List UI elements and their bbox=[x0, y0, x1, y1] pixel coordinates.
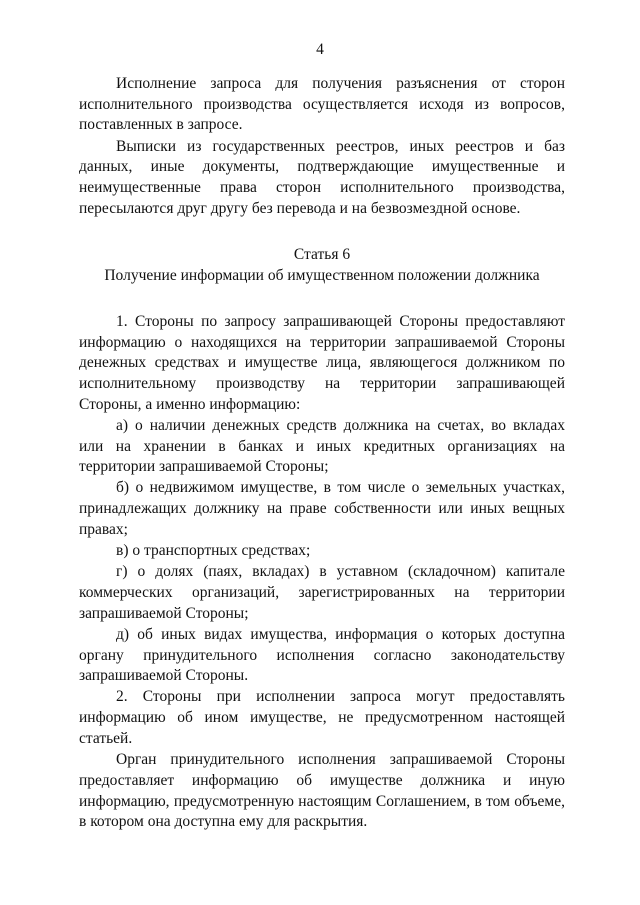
document-body bbox=[79, 74, 565, 833]
article-heading: Статья 6 bbox=[293, 246, 351, 264]
paragraph: 2. Стороны при исполнении запроса могут предоставлять информацию об ином имуществе, не предусмотренном настоящей статьей. bbox=[79, 688, 565, 747]
paragraph: Исполнение запроса для получения разъяснения от сторон исполнительного производства осуществляется исходя из вопросов, поставленных в запросе. bbox=[79, 75, 565, 134]
paragraph: 1. Стороны по запросу запрашивающей Стороны предоставляют информацию о находящихся на территории запрашиваемой Стороны денежных средствах и имуществе лица, являющегося должником по исполнительному производству на территории запрашивающей Стороны, а именно информацию: bbox=[79, 312, 565, 413]
article-title: Получение информации об имущественном положении должника bbox=[104, 267, 540, 285]
page-number: 4 bbox=[316, 41, 324, 58]
list-item: г) о долях (паях, вкладах) в уставном (складочном) капитале коммерческих организаций, зарегистрированных на территории запрашиваемой Стороны; bbox=[79, 563, 565, 622]
list-item: д) об иных видах имущества, информация о которых доступна органу принудительного исполнения согласно законодательству запрашиваемой Стороны. bbox=[79, 625, 565, 685]
list-item: а) о наличии денежных средств должника на счетах, во вкладах или на хранении в банках и иных кредитных организациях на территории запрашиваемой Стороны; bbox=[79, 416, 565, 476]
list-item: б) о недвижимом имуществе, в том числе о земельных участках, принадлежащих должнику на праве собственности или иных вещных правах; bbox=[79, 479, 565, 538]
paragraph: Выписки из государственных реестров, иных реестров и баз данных, иные документы, подтверждающие имущественные и неимущественные права сторон исполнительного производства, пересылаются друг другу без перевода и на безвозмездной основе. bbox=[79, 137, 565, 217]
list-item: в) о транспортных средствах; bbox=[116, 542, 311, 560]
paragraph: Орган принудительного исполнения запрашиваемой Стороны предоставляет информацию об имуществе должника и иную информацию, предусмотренную настоящим Соглашением, в том объеме, в котором она доступна ему для раскрытия. bbox=[79, 751, 565, 831]
